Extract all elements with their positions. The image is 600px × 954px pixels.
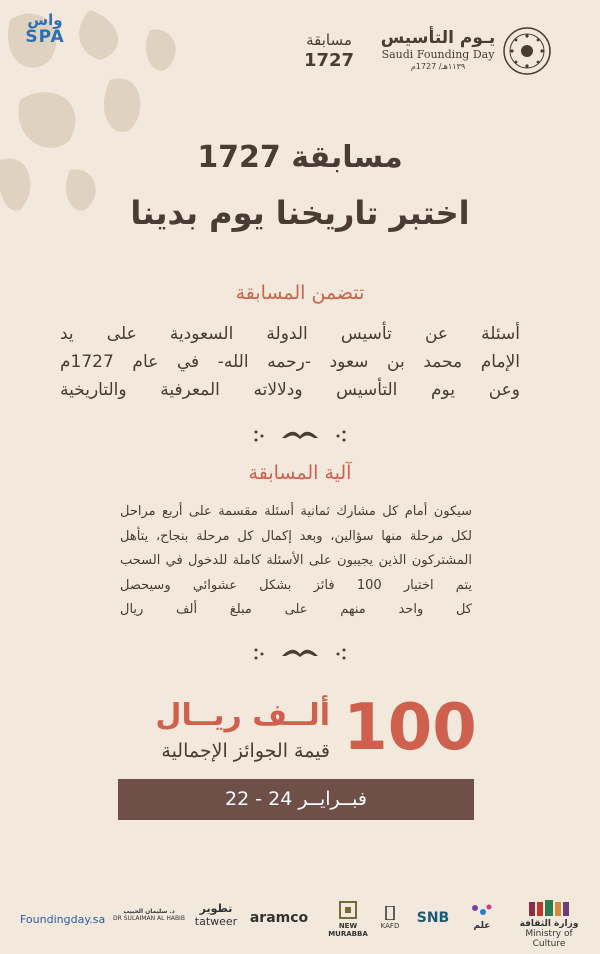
spa-logo: [20, 12, 70, 48]
sponsor-dr-sulaiman-al-habib: [110, 908, 188, 922]
sponsor-snb: [410, 910, 456, 926]
prize-number: 100: [343, 691, 477, 765]
sponsor-elm: [462, 904, 502, 931]
mechanism-line: سيكون أمام كل مشارك ثمانية أسئلة مقسمة على أربع مراحل: [120, 504, 472, 519]
mechanism-paragraph: [120, 500, 472, 623]
mechanism-line: المشتركون الذين يجيبون على الأسئلة كاملة للدخول في السحب: [120, 553, 472, 568]
includes-line: الإمام محمد بن سعود -رحمه الله- في عام 1727م: [60, 352, 520, 372]
mechanism-heading: آلية المسابقة: [248, 462, 352, 484]
footer-website-link[interactable]: Foundingday.sa: [20, 913, 106, 926]
includes-line: وعن يوم التأسيس ودلالاته المعرفية والتاريخية: [60, 380, 520, 400]
spa-logo-english: SPA: [25, 27, 65, 47]
includes-paragraph: [60, 320, 520, 404]
sponsor-kafd: [378, 906, 402, 930]
elm-icon: [471, 904, 493, 918]
date-banner: 22 - 24 فبــرايــر: [118, 779, 474, 820]
sponsor-name: DR SULAIMAN AL HABIB: [113, 915, 185, 922]
sponsor-name: aramco: [249, 910, 309, 926]
sponsor-name-ar: تطوير: [199, 902, 233, 915]
founding-day-emblem-icon: [502, 26, 552, 76]
spa-logo-arabic: واس: [27, 11, 63, 29]
ministry-of-culture-icon: [529, 900, 569, 916]
sponsor-name: NEW MURABBA: [328, 922, 368, 938]
mechanism-line: كل واحد منهم على مبلغ ألف ريال: [120, 602, 472, 617]
prize-caption: قيمة الجوائز الإجمالية: [161, 740, 330, 762]
sponsor-name: Ministry of Culture: [525, 929, 573, 949]
founding-day-years: ١١٣٩هـ/ 1727م: [410, 62, 466, 71]
sponsor-name: tatweer: [194, 915, 238, 928]
competition-number: 1727: [303, 50, 355, 71]
competition-badge: [298, 30, 360, 72]
new-murabba-icon: [338, 900, 358, 920]
sponsor-name-ar: د. سليمان الحبيب: [123, 908, 175, 915]
kafd-icon: [383, 906, 397, 920]
title-slogan: اختبر تاريخنا يوم بدينا: [130, 194, 470, 232]
includes-line: أسئلة عن تأسيس الدولة السعودية على يد: [60, 324, 520, 344]
includes-heading: تتضمن المسابقة: [235, 282, 365, 304]
sponsor-name: علم: [473, 921, 491, 931]
prize-unit: ألــف ريــال: [155, 698, 330, 733]
sponsor-logos: [110, 896, 585, 949]
sponsor-ministry-of-culture: [515, 900, 583, 949]
mechanism-line: يتم اختيار 100 فائز بشكل عشوائي وسيحصل: [120, 577, 472, 593]
sponsor-new-murabba: [320, 900, 376, 938]
ornament-divider: [250, 644, 350, 664]
title-competition: مسابقة 1727: [197, 140, 403, 175]
sponsor-name-ar: وزارة الثقافة: [519, 919, 579, 929]
founding-day-arabic: يـوم التأسيس: [380, 28, 496, 48]
ornament-divider: [250, 426, 350, 446]
competition-label: مسابقة: [306, 31, 352, 49]
sponsor-tatweer: [192, 902, 240, 928]
sponsor-aramco: [245, 910, 313, 926]
founding-day-logo: [378, 28, 498, 72]
sponsor-name: KAFD: [380, 922, 400, 930]
founding-day-english: Saudi Founding Day: [381, 48, 495, 61]
mechanism-line: لكل مرحلة منها سؤالين، وبعد إكمال كل مرحلة بنجاح، يتأهل: [120, 528, 472, 544]
sponsor-name: SNB: [416, 910, 450, 926]
